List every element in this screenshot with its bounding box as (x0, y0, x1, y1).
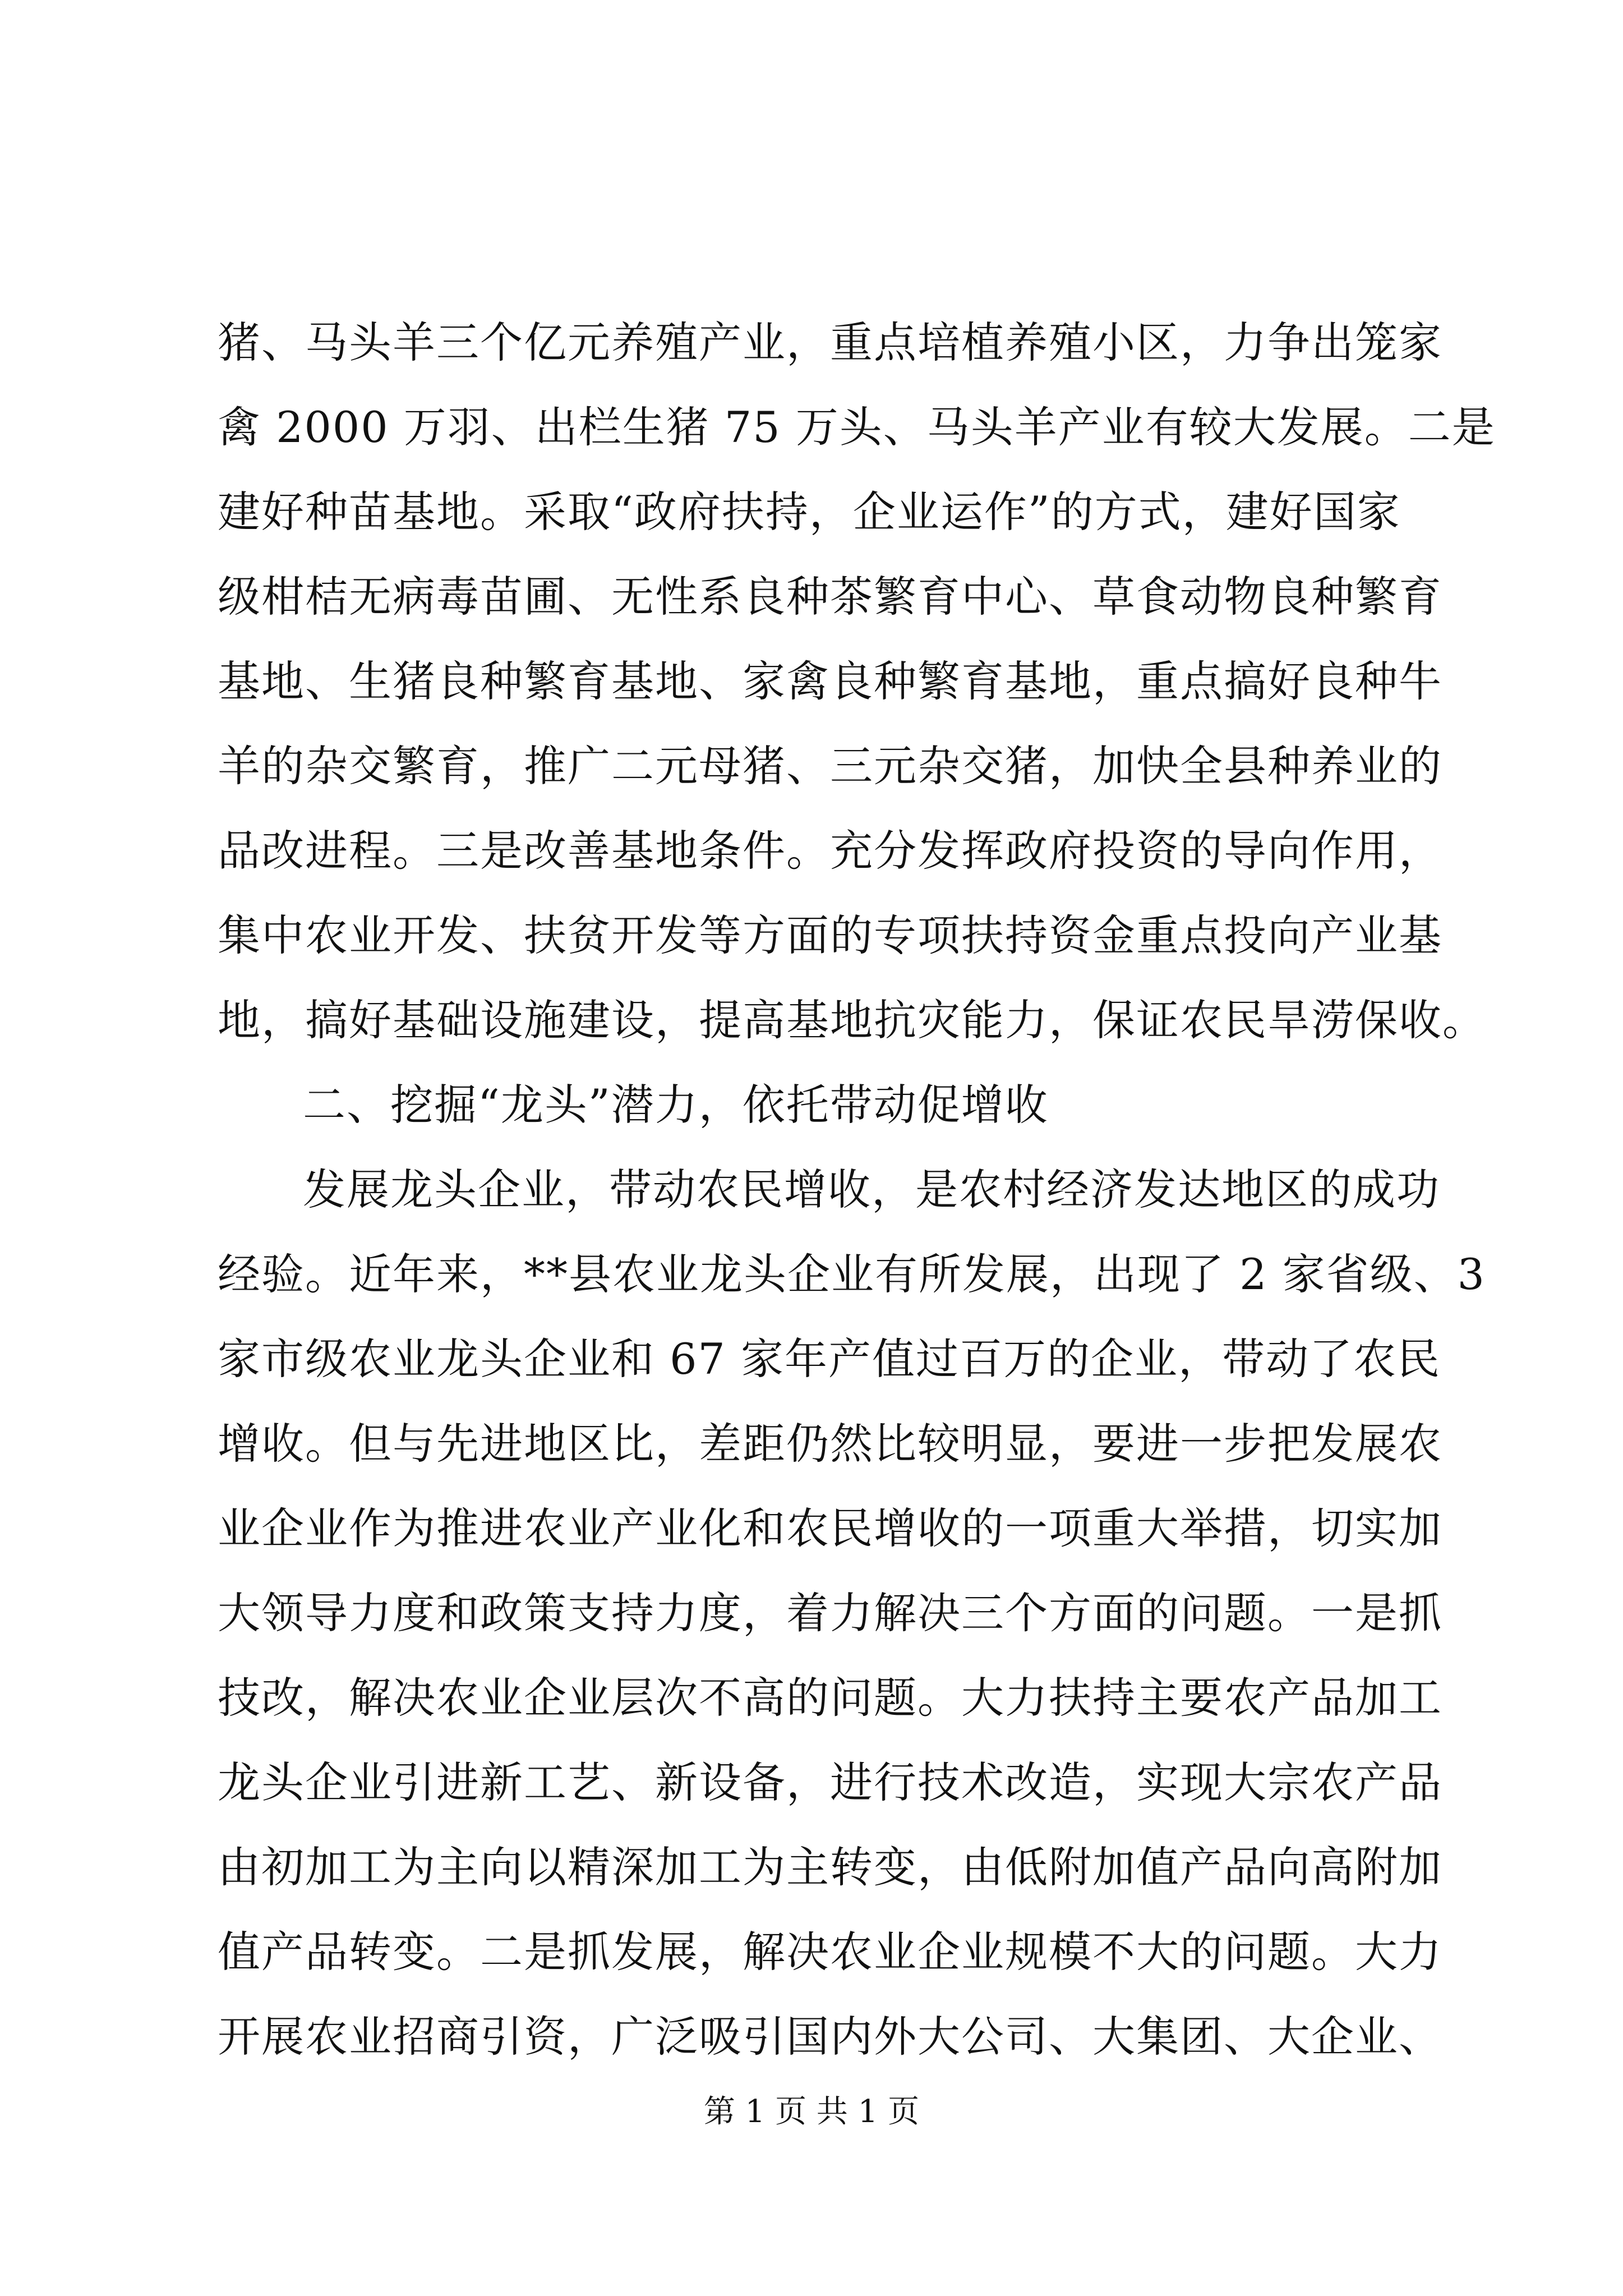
body-text-line: 发展龙头企业，带动农民增收，是农村经济发达地区的成功 (303, 1165, 1440, 1214)
body-text-line: 基地、生猪良种繁育基地、家禽良种繁育基地，重点搞好良种牛 (218, 656, 1442, 706)
body-text-line: 集中农业开发、扶贫开发等方面的专项扶持资金重点投向产业基 (218, 910, 1442, 960)
page-footer: 第 1 页 共 1 页 (703, 2093, 920, 2130)
body-text-line: 禽 2000 万羽、出栏生猪 75 万头、马头羊产业有较大发展。二是 (218, 402, 1496, 452)
body-text-line: 羊的杂交繁育，推广二元母猪、三元杂交猪，加快全县种养业的 (218, 741, 1442, 791)
section-heading: 二、挖掘“龙头”潜力，依托带动促增收 (303, 1080, 1049, 1130)
body-text-line: 技改，解决农业企业层次不高的问题。大力扶持主要农产品加工 (218, 1673, 1442, 1723)
body-text-line: 业企业作为推进农业产业化和农民增收的一项重大举措，切实加 (218, 1503, 1442, 1553)
body-text-line: 增收。但与先进地区比，差距仍然比较明显，要进一步把发展农 (218, 1419, 1442, 1469)
body-text-line: 大领导力度和政策支持力度，着力解决三个方面的问题。一是抓 (218, 1588, 1442, 1638)
body-text-line: 值产品转变。二是抓发展，解决农业企业规模不大的问题。大力 (218, 1927, 1442, 1977)
body-text-line: 由初加工为主向以精深加工为主转变，由低附加值产品向高附加 (218, 1842, 1442, 1892)
body-text-line: 开展农业招商引资，广泛吸引国内外大公司、大集团、大企业、 (218, 2012, 1442, 2062)
body-text-line: 级柑桔无病毒苗圃、无性系良种茶繁育中心、草食动物良种繁育 (218, 572, 1442, 622)
body-text-line: 建好种苗基地。采取“政府扶持，企业运作”的方式，建好国家 (218, 487, 1401, 537)
body-text-line: 地，搞好基础设施建设，提高基地抗灾能力，保证农民旱涝保收。 (218, 995, 1486, 1045)
body-text-line: 品改进程。三是改善基地条件。充分发挥政府投资的导向作用， (218, 826, 1442, 876)
body-text-line: 猪、马头羊三个亿元养殖产业，重点培植养殖小区，力争出笼家 (218, 318, 1442, 367)
body-text-line: 经验。近年来，**县农业龙头企业有所发展，出现了 2 家省级、3 (218, 1249, 1486, 1299)
body-text-line: 龙头企业引进新工艺、新设备，进行技术改造，实现大宗农产品 (218, 1757, 1442, 1807)
body-text-line: 家市级农业龙头企业和 67 家年产值过百万的企业，带动了农民 (218, 1334, 1441, 1384)
